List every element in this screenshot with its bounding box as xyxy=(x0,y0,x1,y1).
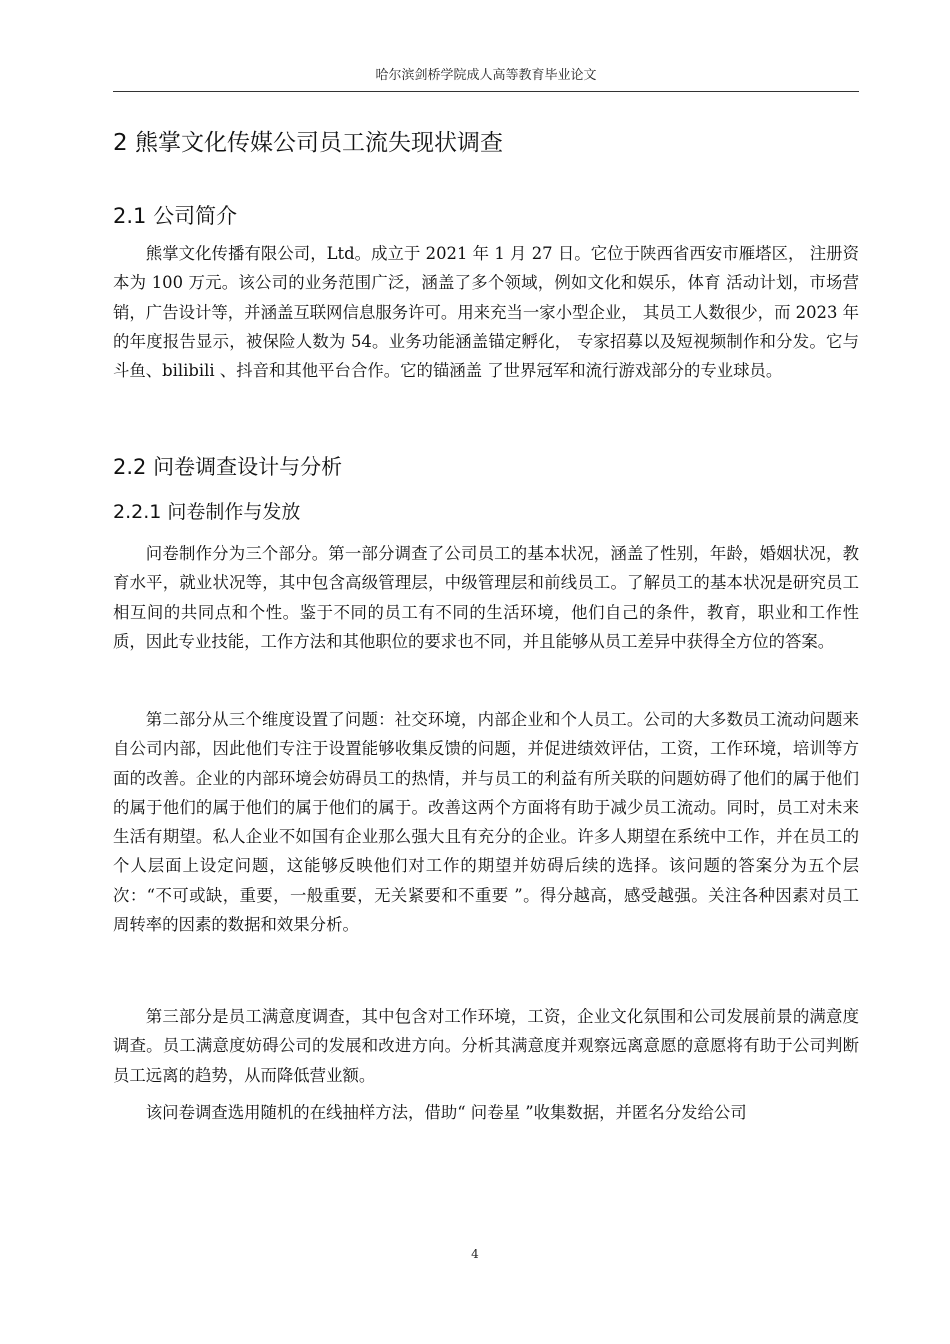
chapter-title: 2 熊掌文化传媒公司员工流失现状调查 xyxy=(113,130,503,156)
section-2-2-heading: 2.2 问卷调查设计与分析 xyxy=(113,455,343,479)
survey-part1-paragraph: 问卷制作分为三个部分。第一部分调查了公司员工的基本状况，涵盖了性别，年龄，婚姻状况，教育水平，就业状况等，其中包含高级管理层，中级管理层和前线员工。了解员工的基本状况是研究员工相互间的共同点和个性。鉴于不同的员工有不同的生活环境，他们自己的条件，教育，职业和工作性质，因此专业技能，工作方法和其他职位的要求也不同，并且能够从员工差异中获得全方位的答案。 xyxy=(113,544,859,651)
survey-part3-paragraph: 第三部分是员工满意度调查，其中包含对工作环境，工资，企业文化氛围和公司发展前景的满意度调查。员工满意度妨碍公司的发展和改进方向。分析其满意度并观察远离意愿的意愿将有助于公司判断员工远离的趋势，从而降低营业额。 xyxy=(113,1007,859,1085)
survey-method-paragraph: 该问卷调查选用随机的在线抽样方法，借助“ 问卷星 ”收集数据，并匿名分发给公司 xyxy=(145,1103,747,1122)
section-2-1-heading: 2.1 公司简介 xyxy=(113,204,238,228)
company-intro-paragraph: 熊掌文化传播有限公司，Ltd。成立于 2021 年 1 月 27 日。它位于陕西省西安市雁塔区， 注册资本为 100 万元。该公司的业务范围广泛，涵盖了多个领域，例如文化和娱乐，体育 活动计划，市场营销，广告设计等，并涵盖互联网信息服务许可。用来充当一家小型企业， 其员工人数很少，而 2023 年的年度报告显示，被保险人数为 54。业务功能涵盖锚定孵化， 专家招募以及短视频制作和分发。它与斗鱼、bilibili 、抖音和其他平台合作。它的锚涵盖 了世界冠军和流行游戏部分的专业球员。 xyxy=(113,244,859,381)
page-number: 4 xyxy=(471,1247,479,1261)
survey-part2-paragraph: 第二部分从三个维度设置了问题：社交环境，内部企业和个人员工。公司的大多数员工流动问题来自公司内部，因此他们专注于设置能够收集反馈的问题，并促进绩效评估，工资，工作环境，培训等方面的改善。企业的内部环境会妨碍员工的热情，并与员工的利益有所关联的问题妨碍了他们的属于他们的属于他们的属于他们的属于他们的属于。改善这两个方面将有助于减少员工流动。同时，员工对未来生活有期望。私人企业不如国有企业那么强大且有充分的企业。许多人期望在系统中工作，并在员工的个人层面上设定问题，这能够反映他们对工作的期望并妨碍后续的选择。该问题的答案分为五个层次：“不可或缺，重要，一般重要，无关紧要和不重要 ”。得分越高，感受越强。关注各种因素对员工 周转率的因素的数据和效果分析。 xyxy=(113,710,859,935)
running-header: 哈尔滨剑桥学院成人高等教育毕业论文 xyxy=(113,64,859,92)
section-2-2-1-heading: 2.2.1 问卷制作与发放 xyxy=(113,501,301,523)
